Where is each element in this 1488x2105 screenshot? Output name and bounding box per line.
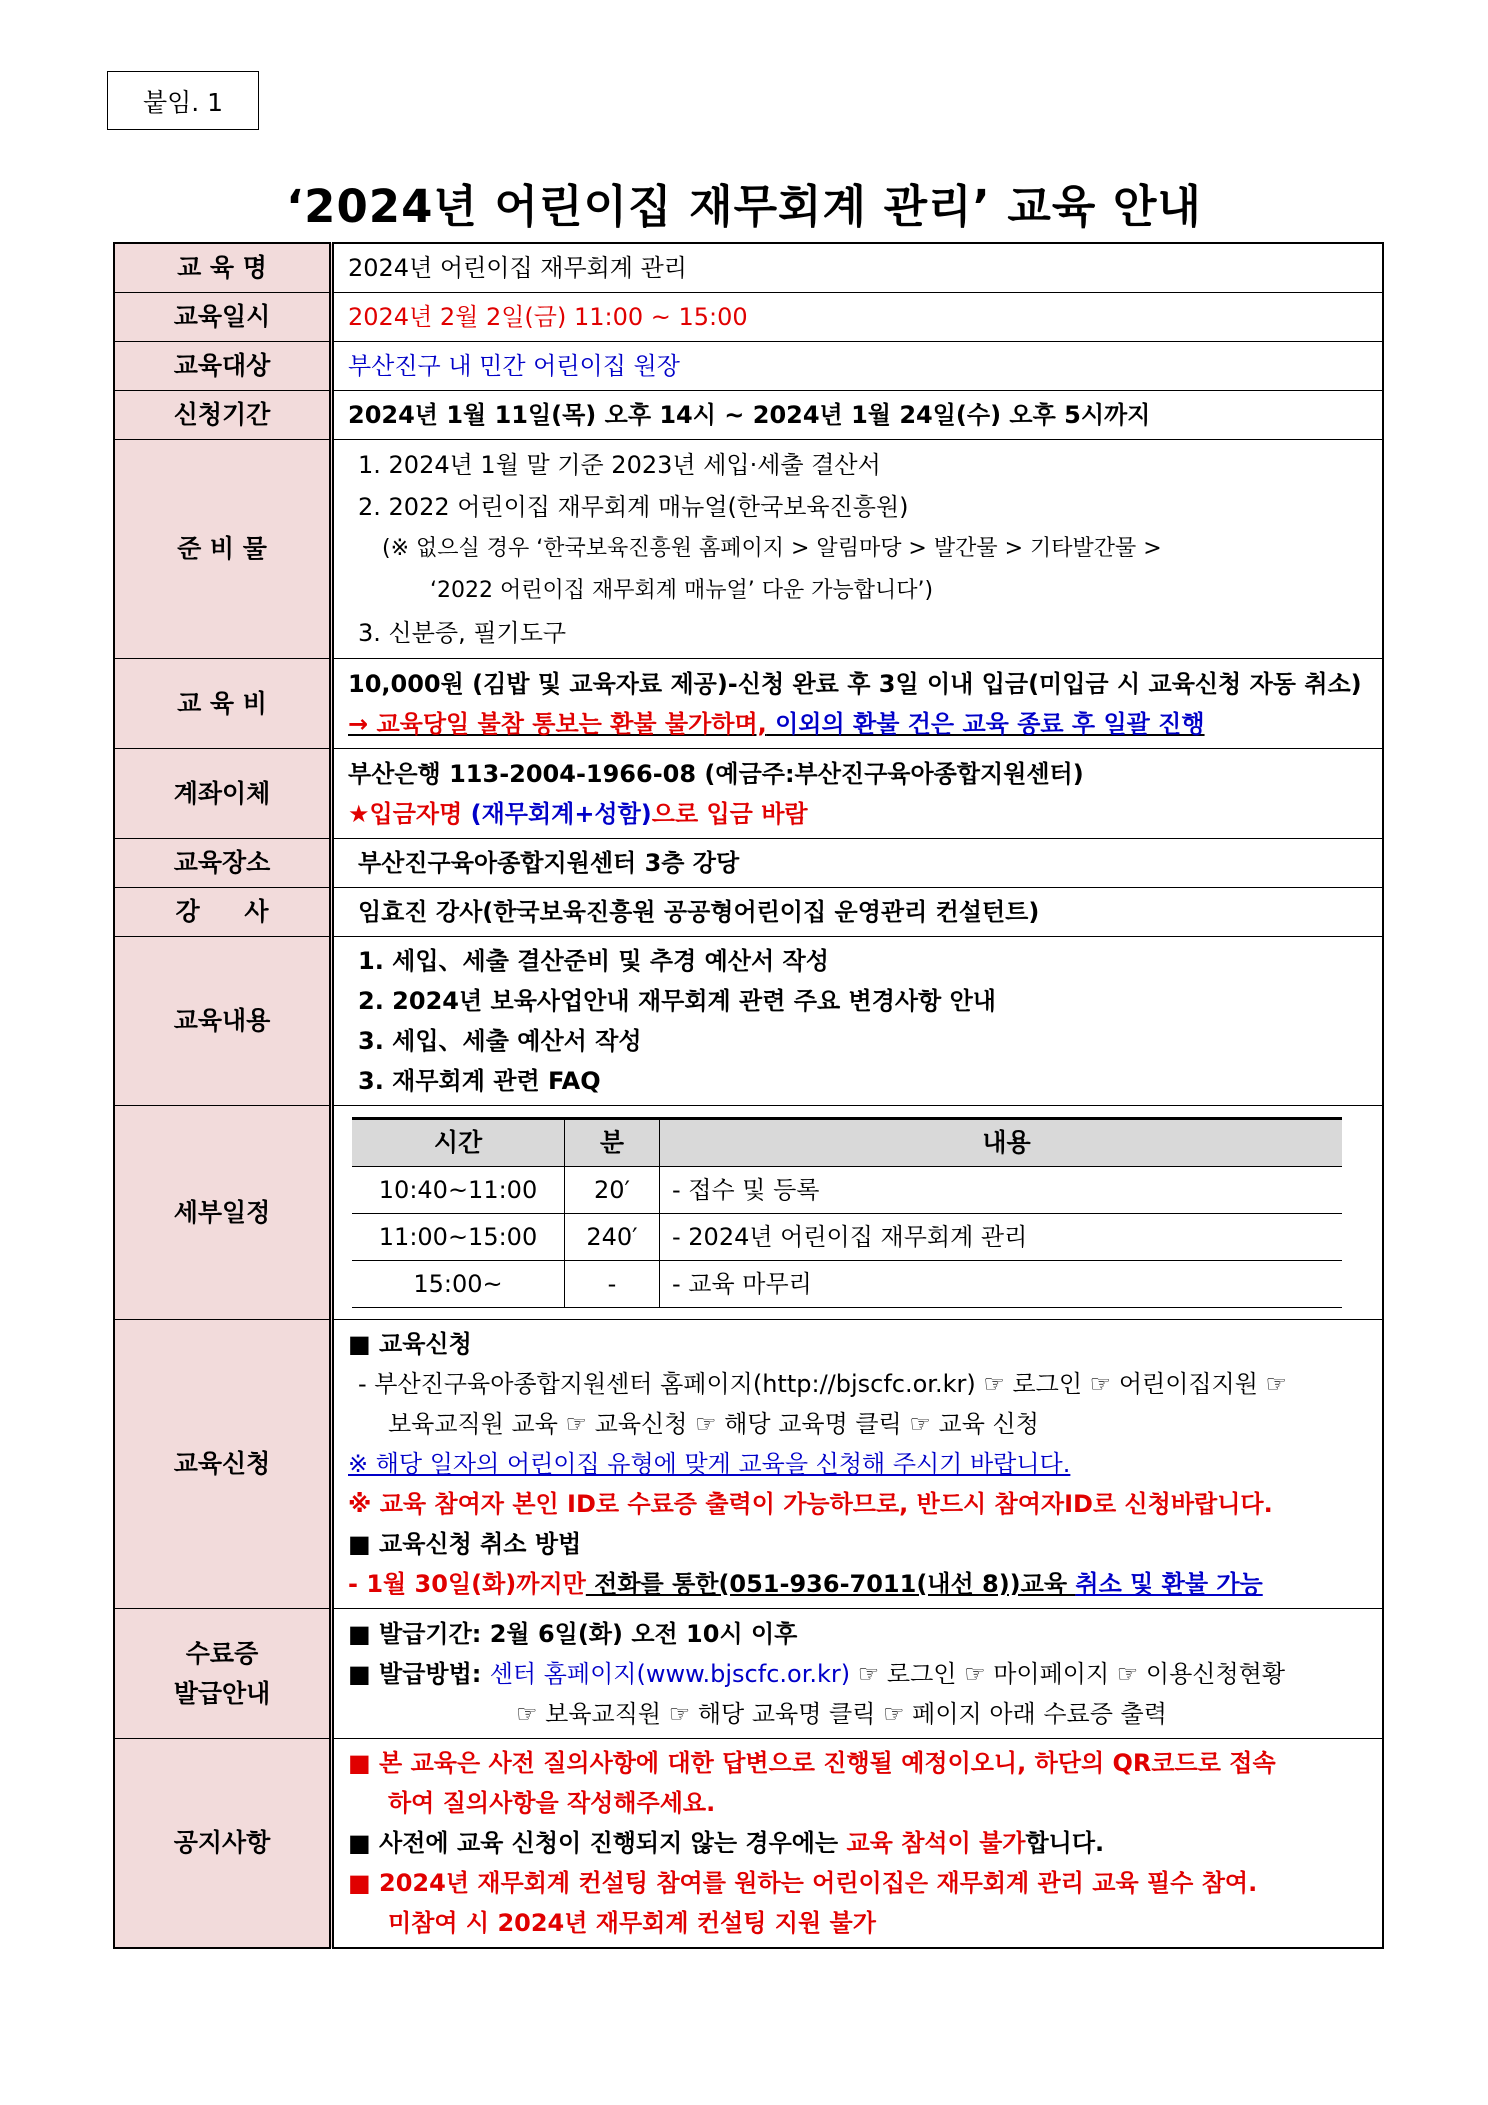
row-materials xyxy=(114,440,1383,659)
value-notice xyxy=(332,1739,1384,1949)
value-materials xyxy=(332,440,1384,659)
row-place xyxy=(114,839,1383,888)
row-certificate xyxy=(114,1609,1383,1739)
materials-note-2: ‘2022 어린이집 재무회계 매뉴얼’ 다운 가능합니다’) xyxy=(430,578,934,603)
cancel-heading: ■ 교육신청 취소 방법 xyxy=(348,1530,582,1558)
cancel-phone: 전화를 통한(051-936-7011(내선 8))교육 xyxy=(585,1570,1076,1598)
schedule-time: 15:00~ xyxy=(352,1261,565,1308)
value-lecturer xyxy=(332,888,1384,937)
row-application xyxy=(114,1320,1383,1609)
document-title: ‘2024년 어린이집 재무회계 관리’ 교육 안내 xyxy=(286,180,1202,233)
label-target: 교육대상 xyxy=(114,342,332,391)
row-fee xyxy=(114,659,1383,749)
info-table xyxy=(113,242,1384,1949)
value-content xyxy=(332,937,1384,1106)
notice-line-5: 미참여 시 2024년 재무회계 컨설팅 지원 불가 xyxy=(388,1909,876,1937)
fee-line-1: 10,000원 (김밥 및 교육자료 제공)-신청 완료 후 3일 이내 입금(미입금 시 교육신청 자동 취소) xyxy=(348,669,1362,698)
notice-suffix: 합니다. xyxy=(1025,1829,1105,1857)
value-certificate xyxy=(332,1609,1384,1739)
row-datetime xyxy=(114,293,1383,342)
certificate-label-2: 발급안내 xyxy=(173,1678,271,1708)
row-content xyxy=(114,937,1383,1106)
notice-line-4: ■ 2024년 재무회계 컨설팅 참여를 원하는 어린이집은 재무회계 관리 교육 필수 참여. xyxy=(348,1869,1258,1897)
row-apply-period xyxy=(114,391,1383,440)
content-item: 3. 재무회계 관련 FAQ xyxy=(358,1067,601,1095)
label-account: 계좌이체 xyxy=(114,749,332,839)
materials-line-2: 2. 2022 어린이집 재무회계 매뉴얼(한국보육진흥원) xyxy=(358,493,909,521)
fee-refund-blue: 이외의 환불 건은 교육 종료 후 일괄 진행 xyxy=(766,709,1205,738)
attachment-label: 붙임. 1 xyxy=(107,71,259,130)
label-application: 교육신청 xyxy=(114,1320,332,1609)
schedule-content: - 2024년 어린이집 재무회계 관리 xyxy=(660,1214,1343,1261)
certificate-site: 센터 홈페이지(www.bjscfc.or.kr) xyxy=(489,1659,851,1688)
label-place: 교육장소 xyxy=(114,839,332,888)
cancel-deadline: - 1월 30일(화)까지만 xyxy=(348,1570,586,1598)
row-lecturer xyxy=(114,888,1383,937)
value-application xyxy=(332,1320,1384,1609)
value-place xyxy=(332,839,1384,888)
row-account xyxy=(114,749,1383,839)
row-target xyxy=(114,342,1383,391)
application-steps-1: - 부산진구육아종합지원센터 홈페이지(http://bjscfc.or.kr) ☞ 로그인 ☞ 어린이집지원 ☞ xyxy=(358,1370,1288,1398)
label-certificate xyxy=(114,1609,332,1739)
notice-not-allowed: 교육 참석이 불가 xyxy=(846,1829,1026,1857)
cancel-refund: 취소 및 환불 가능 xyxy=(1075,1570,1263,1598)
depositor-request: 으로 입금 바람 xyxy=(651,799,808,828)
account-line-2 xyxy=(348,794,1368,834)
notice-line-1: ■ 본 교육은 사전 질의사항에 대한 답변으로 진행될 예정이오니, 하단의 QR코드로 접속 xyxy=(348,1749,1276,1777)
value-name: 2024년 어린이집 재무회계 관리 xyxy=(332,243,1384,293)
label-apply-period: 신청기간 xyxy=(114,391,332,440)
value-account xyxy=(332,749,1384,839)
schedule-header-content: 내용 xyxy=(660,1119,1343,1167)
content-item: 1. 세입、세출 결산준비 및 추경 예산서 작성 xyxy=(358,947,829,975)
label-lecturer: 강 사 xyxy=(114,888,332,937)
label-notice: 공지사항 xyxy=(114,1739,332,1949)
row-name xyxy=(114,243,1383,293)
depositor-format: (재무회계+성함) xyxy=(470,799,652,828)
fee-line-2 xyxy=(348,704,1368,744)
schedule-table xyxy=(352,1117,1342,1308)
depositor-label: ★입금자명 xyxy=(348,799,471,828)
certificate-label-1: 수료증 xyxy=(185,1638,259,1668)
schedule-row xyxy=(352,1261,1342,1308)
schedule-content: - 접수 및 등록 xyxy=(660,1167,1343,1214)
certificate-method xyxy=(348,1654,1368,1694)
notice-no-apply: ■ 사전에 교육 신청이 진행되지 않는 경우에는 xyxy=(348,1829,847,1857)
application-steps-2: 보육교직원 교육 ☞ 교육신청 ☞ 해당 교육명 클릭 ☞ 교육 신청 xyxy=(388,1410,1039,1438)
lecturer-text: 임효진 강사(한국보육진흥원 공공형어린이집 운영관리 컨설턴트) xyxy=(358,898,1040,926)
place-text: 부산진구육아종합지원센터 3층 강당 xyxy=(358,849,740,877)
schedule-header-minutes: 분 xyxy=(565,1119,660,1167)
certificate-period: ■ 발급기간: 2월 6일(화) 오전 10시 이후 xyxy=(348,1619,798,1648)
value-schedule xyxy=(332,1106,1384,1320)
schedule-header-row xyxy=(352,1119,1342,1167)
certificate-steps-1: ☞ 로그인 ☞ 마이페이지 ☞ 이용신청현황 xyxy=(850,1659,1286,1688)
schedule-header-time: 시간 xyxy=(352,1119,565,1167)
fee-refund-red: → 교육당일 불참 통보는 환불 불가하며, xyxy=(348,709,767,738)
label-fee: 교 육 비 xyxy=(114,659,332,749)
value-fee xyxy=(332,659,1384,749)
content-item: 3. 세입、세출 예산서 작성 xyxy=(358,1027,642,1055)
label-datetime: 교육일시 xyxy=(114,293,332,342)
label-schedule: 세부일정 xyxy=(114,1106,332,1320)
application-note-id: ※ 교육 참여자 본인 ID로 수료증 출력이 가능하므로, 반드시 참여자ID로 신청바랍니다. xyxy=(348,1490,1273,1518)
row-notice xyxy=(114,1739,1383,1949)
account-line-1: 부산은행 113-2004-1966-08 (예금주:부산진구육아종합지원센터) xyxy=(348,759,1084,788)
value-target: 부산진구 내 민간 어린이집 원장 xyxy=(332,342,1384,391)
value-apply-period: 2024년 1월 11일(목) 오후 14시 ~ 2024년 1월 24일(수) 오후 5시까지 xyxy=(332,391,1384,440)
application-note-type: ※ 해당 일자의 어린이집 유형에 맞게 교육을 신청해 주시기 바랍니다. xyxy=(348,1450,1071,1478)
cancel-method xyxy=(348,1564,1368,1604)
notice-line-2: 하여 질의사항을 작성해주세요. xyxy=(388,1789,716,1817)
value-datetime: 2024년 2월 2일(금) 11:00 ~ 15:00 xyxy=(332,293,1384,342)
notice-line-3 xyxy=(348,1823,1368,1863)
materials-line-1: 1. 2024년 1월 말 기준 2023년 세입·세출 결산서 xyxy=(358,451,881,479)
certificate-steps-2: ☞ 보육교직원 ☞ 해당 교육명 클릭 ☞ 페이지 아래 수료증 출력 xyxy=(516,1699,1167,1728)
schedule-minutes: 240′ xyxy=(565,1214,660,1261)
schedule-minutes: 20′ xyxy=(565,1167,660,1214)
label-content: 교육내용 xyxy=(114,937,332,1106)
schedule-time: 11:00~15:00 xyxy=(352,1214,565,1261)
schedule-row xyxy=(352,1214,1342,1261)
materials-note-1: (※ 없으실 경우 ‘한국보육진흥원 홈페이지 > 알림마당 > 발간물 > 기타발간물 > xyxy=(382,536,1162,561)
materials-line-3: 3. 신분증, 필기도구 xyxy=(358,619,567,647)
row-schedule xyxy=(114,1106,1383,1320)
label-materials: 준 비 물 xyxy=(114,440,332,659)
label-name: 교 육 명 xyxy=(114,243,332,293)
application-heading: ■ 교육신청 xyxy=(348,1330,472,1358)
schedule-time: 10:40~11:00 xyxy=(352,1167,565,1214)
content-item: 2. 2024년 보육사업안내 재무회계 관련 주요 변경사항 안내 xyxy=(358,987,996,1015)
schedule-content: - 교육 마무리 xyxy=(660,1261,1343,1308)
schedule-row xyxy=(352,1167,1342,1214)
schedule-minutes: - xyxy=(565,1261,660,1308)
certificate-method-label: ■ 발급방법: xyxy=(348,1659,490,1688)
